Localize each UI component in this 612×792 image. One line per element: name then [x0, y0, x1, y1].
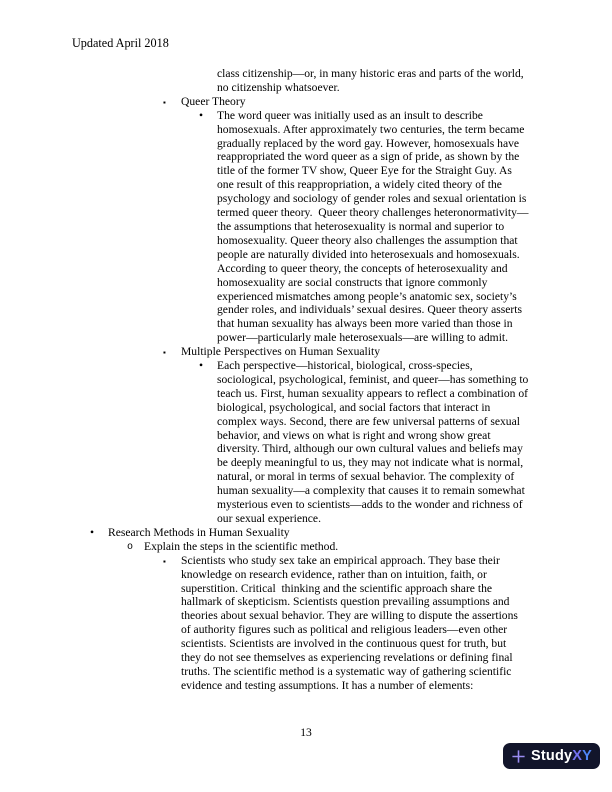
- doc-line: that human sexuality has always been more varied than those in: [217, 317, 513, 331]
- doc-line: title of the former TV show, Queer Eye for the Straight Guy. As: [217, 164, 512, 178]
- logo-text-y: Y: [582, 748, 593, 764]
- doc-line: Scientists who study sex take an empirical approach. They base their: [181, 553, 500, 567]
- doc-line: be deeply meaningful to us, they may not indicate what is normal,: [217, 456, 524, 470]
- doc-line: hallmark of skepticism. Scientists question prevailing assumptions and: [181, 595, 510, 609]
- doc-line: people are naturally divided into heterosexuals and homosexuals.: [217, 247, 520, 261]
- circle-bullet-icon: o: [127, 541, 134, 553]
- list-item: [0, 67, 612, 95]
- disc-bullet-icon: •: [199, 108, 204, 122]
- square-bullet-icon: ▪: [163, 556, 166, 566]
- studyxy-logo: [503, 743, 600, 769]
- disc-bullet-icon: •: [199, 359, 204, 373]
- doc-line: Each perspective—historical, biological, cross-species,: [217, 359, 473, 373]
- list-item: [0, 540, 612, 554]
- doc-line: truths. The scientific method is a systematic way of gathering scientific: [181, 664, 512, 678]
- doc-line: According to queer theory, the concepts of heterosexuality and: [217, 261, 508, 275]
- square-bullet-icon: ▪: [163, 348, 166, 358]
- list-item: [0, 345, 612, 359]
- doc-line: power—particularly male heterosexuals—are willing to admit.: [217, 331, 509, 345]
- doc-line: scientists. Scientists are involved in the continuous quest for truth, but: [181, 637, 507, 651]
- doc-line: homosexuality. Queer theory also challenges the assumption that: [217, 233, 518, 247]
- page-number: 13: [300, 726, 312, 739]
- list-item: [0, 554, 612, 693]
- doc-line: sociological, psychological, feminist, and queer—has something to: [217, 372, 529, 386]
- doc-line: they do not see themselves as experiencing revelations or defining final: [181, 651, 513, 665]
- disc-bullet-icon: •: [90, 525, 95, 539]
- list-item: [0, 359, 612, 526]
- doc-line: psychology and sociology of gender roles and sexual orientation is: [217, 192, 527, 206]
- doc-line: natural, or moral in terms of sexual behavior. The complexity of: [217, 470, 515, 484]
- doc-line: of authority figures such as political and religious leaders—even other: [181, 623, 508, 637]
- doc-line: Explain the steps in the scientific method.: [144, 539, 339, 553]
- doc-line: behavior, and views on what is right and wrong show great: [217, 428, 491, 442]
- list-item: [0, 95, 612, 109]
- logo-text-study: Study: [530, 748, 573, 764]
- header-date: Updated April 2018: [72, 36, 169, 50]
- logo-wordmark: [531, 748, 592, 764]
- list-item: [0, 109, 612, 345]
- doc-line: diversity. Third, although our own cultural values and beliefs may: [217, 442, 523, 456]
- doc-line: reappropriated the word queer as a sign of pride, as shown by the: [217, 150, 520, 164]
- doc-line: homosexuals. After approximately two centuries, the term became: [217, 122, 525, 136]
- plus-icon: [511, 749, 526, 764]
- doc-line: knowledge on research evidence, rather than on intuition, faith, or: [181, 567, 487, 581]
- bullet-list: [0, 67, 612, 693]
- doc-line: the assumptions that heterosexuality is normal and superior to: [217, 219, 505, 233]
- doc-line: human sexuality—a complexity that causes it to remain somewhat: [217, 484, 525, 498]
- doc-line: mysterious even to scientists—adds to the wonder and richness of: [217, 498, 523, 512]
- doc-line: Research Methods in Human Sexuality: [108, 525, 290, 539]
- doc-line: Queer Theory: [181, 94, 246, 108]
- doc-line: no citizenship whatsoever.: [217, 80, 340, 94]
- doc-line: teach us. First, human sexuality appears to reflect a combination of: [217, 386, 529, 400]
- doc-line: The word queer was initially used as an insult to describe: [217, 108, 483, 122]
- doc-line: gradually replaced by the word gay. However, homosexuals have: [217, 136, 520, 150]
- doc-line: theories about sexual behavior. They are willing to dispute the assertions: [181, 609, 518, 623]
- doc-line: biological, psychological, and social factors that interact in: [217, 400, 491, 414]
- doc-line: superstition. Critical thinking and the scientific approach share the: [181, 581, 493, 595]
- logo-text-x: X: [572, 748, 583, 764]
- doc-line: gender roles, and individuals’ sexual desires. Queer theory asserts: [217, 303, 522, 317]
- doc-line: experienced mismatches among people’s anatomic sex, society’s: [217, 289, 517, 303]
- square-bullet-icon: ▪: [163, 97, 166, 107]
- doc-line: evidence and testing assumptions. It has a number of elements:: [181, 678, 474, 692]
- doc-line: Multiple Perspectives on Human Sexuality: [181, 345, 380, 359]
- doc-line: termed queer theory. Queer theory challenges heteronormativity—: [217, 206, 529, 220]
- doc-line: our sexual experience.: [217, 512, 321, 525]
- list-item: [0, 526, 612, 540]
- doc-line: complex ways. Second, there are few universal patterns of sexual: [217, 414, 520, 428]
- doc-line: homosexuality are social constructs that ignore commonly: [217, 275, 488, 289]
- doc-line: class citizenship—or, in many historic eras and parts of the world,: [217, 67, 524, 80]
- doc-line: one result of this reappropriation, a widely cited theory of the: [217, 178, 502, 192]
